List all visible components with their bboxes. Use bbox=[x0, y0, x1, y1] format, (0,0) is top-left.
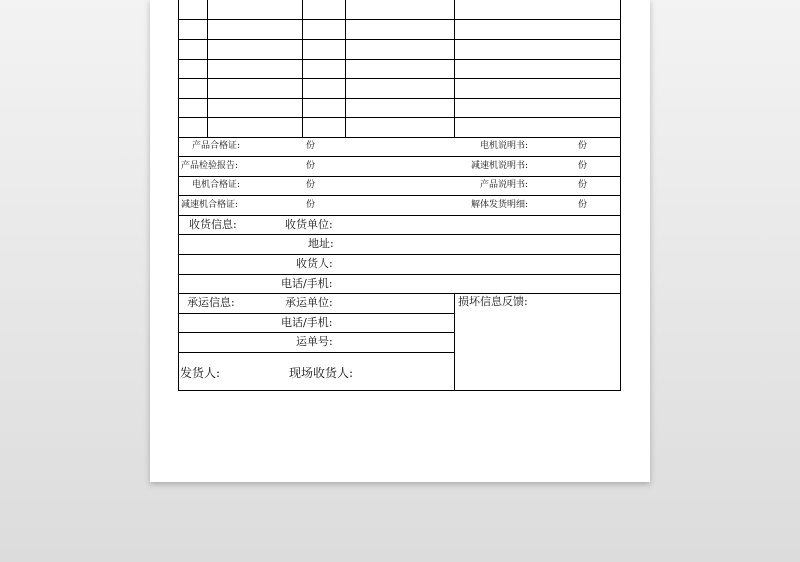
doc-label-reducer-cert: 减速机合格证: bbox=[181, 200, 239, 210]
receive-person-label: 收货人: bbox=[296, 257, 333, 270]
receive-address-label: 地址: bbox=[308, 237, 334, 250]
damage-feedback-label: 损坏信息反馈: bbox=[458, 295, 528, 308]
grid-row-line bbox=[178, 117, 621, 118]
carrier-phone-label: 电话/手机: bbox=[281, 316, 333, 329]
carrier-title: 承运信息: bbox=[187, 296, 235, 309]
receive-row-line bbox=[178, 274, 621, 275]
carrier-waybill-label: 运单号: bbox=[296, 335, 333, 348]
carrier-row-line bbox=[178, 313, 455, 314]
doc-unit: 份 bbox=[306, 200, 316, 210]
shipper-label: 发货人: bbox=[180, 366, 221, 380]
delivery-form bbox=[178, 0, 621, 391]
carrier-row-line bbox=[178, 352, 455, 353]
receive-row-line bbox=[178, 293, 621, 294]
carrier-row-line bbox=[178, 332, 455, 333]
grid-row-line bbox=[178, 39, 621, 40]
doc-label-inspection-report: 产品检验报告: bbox=[181, 161, 239, 171]
doc-row-line bbox=[178, 195, 621, 196]
receive-unit-label: 收货单位: bbox=[285, 218, 333, 231]
grid-row-line bbox=[178, 78, 621, 79]
grid-row-line bbox=[178, 137, 621, 138]
receive-phone-label: 电话/手机: bbox=[281, 277, 333, 290]
damage-divider bbox=[454, 293, 455, 391]
receive-row-line bbox=[178, 234, 621, 235]
doc-unit: 份 bbox=[306, 141, 316, 151]
doc-label-disassembly-list: 解体发货明细: bbox=[471, 200, 529, 210]
site-receiver-label: 现场收货人: bbox=[289, 366, 354, 380]
receive-title: 收货信息: bbox=[189, 218, 237, 231]
form-border-bottom bbox=[178, 390, 621, 391]
doc-label-product-manual: 产品说明书: bbox=[480, 180, 529, 190]
grid-row-line bbox=[178, 98, 621, 99]
doc-row-line bbox=[178, 176, 621, 177]
doc-unit: 份 bbox=[306, 180, 316, 190]
doc-label-reducer-manual: 减速机说明书: bbox=[471, 161, 529, 171]
grid-row-line bbox=[178, 19, 621, 20]
doc-row-line bbox=[178, 156, 621, 157]
doc-label-product-cert: 产品合格证: bbox=[192, 141, 241, 151]
doc-label-motor-cert: 电机合格证: bbox=[192, 180, 241, 190]
doc-unit: 份 bbox=[578, 180, 588, 190]
grid-row-line bbox=[178, 59, 621, 60]
carrier-unit-label: 承运单位: bbox=[285, 296, 333, 309]
doc-label-motor-manual: 电机说明书: bbox=[480, 141, 529, 151]
doc-unit: 份 bbox=[306, 161, 316, 171]
doc-unit: 份 bbox=[578, 141, 588, 151]
doc-row-line bbox=[178, 215, 621, 216]
doc-unit: 份 bbox=[578, 161, 588, 171]
receive-row-line bbox=[178, 254, 621, 255]
doc-unit: 份 bbox=[578, 200, 588, 210]
